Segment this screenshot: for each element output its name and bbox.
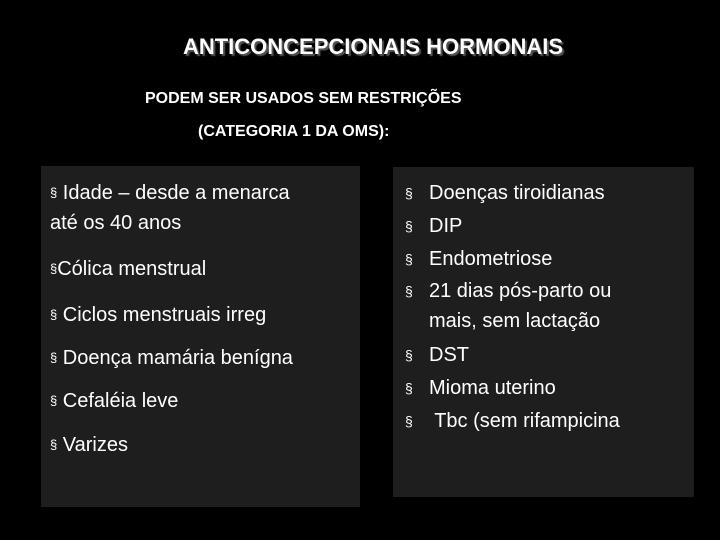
bullet-icon: § bbox=[50, 350, 58, 365]
list-item-idade bbox=[50, 178, 290, 238]
right-panel bbox=[393, 167, 694, 497]
list-item-dst bbox=[393, 339, 620, 372]
list-item-doenca-mamaria bbox=[50, 343, 293, 373]
list-item-pos-parto bbox=[393, 276, 620, 339]
bullet-icon: § bbox=[405, 380, 413, 396]
bullet-icon: § bbox=[405, 413, 413, 429]
bullet-icon: § bbox=[50, 393, 58, 408]
list-item-text-continuation: até os 40 anos bbox=[50, 212, 182, 234]
bullet-icon: § bbox=[405, 185, 413, 201]
list-item-text: Cefaléia leve bbox=[62, 390, 179, 412]
bullet-icon: § bbox=[405, 283, 413, 299]
bullet-icon: § bbox=[405, 251, 413, 267]
list-item-text: Mioma uterino bbox=[429, 377, 556, 399]
list-item-text: Ciclos menstruais irreg bbox=[62, 304, 267, 326]
list-item-tbc bbox=[393, 405, 620, 438]
slide-title: ANTICONCEPCIONAIS HORMONAIS bbox=[182, 34, 564, 59]
bullet-icon: § bbox=[50, 261, 58, 276]
right-list bbox=[393, 177, 620, 438]
list-item-text: Tbc (sem rifampicina bbox=[429, 410, 620, 432]
list-item-text-continuation: mais, sem lactação bbox=[429, 310, 601, 332]
bullet-icon: § bbox=[50, 437, 58, 452]
subtitle-line-2: (CATEGORIA 1 DA OMS): bbox=[198, 123, 390, 140]
bullet-icon: § bbox=[405, 218, 413, 234]
left-panel bbox=[41, 166, 360, 507]
bullet-icon: § bbox=[50, 307, 58, 322]
list-item-text: Varizes bbox=[62, 434, 129, 456]
list-item-varizes bbox=[50, 430, 128, 460]
list-item-text: DIP bbox=[429, 215, 463, 237]
list-item-endometriose bbox=[393, 243, 620, 276]
list-item-text: DST bbox=[429, 344, 469, 366]
list-item-text: Endometriose bbox=[429, 248, 553, 270]
list-item-text: Doença mamária benígna bbox=[62, 347, 293, 369]
list-item-dip bbox=[393, 210, 620, 243]
list-item-cefaleia bbox=[50, 386, 178, 416]
list-item-mioma bbox=[393, 372, 620, 405]
list-item-ciclos bbox=[50, 300, 266, 330]
bullet-icon: § bbox=[405, 347, 413, 363]
list-item-text: 21 dias pós-parto ou bbox=[429, 280, 612, 302]
list-item-text: Cólica menstrual bbox=[57, 258, 207, 280]
list-item-colica bbox=[50, 254, 206, 284]
list-item-text: Doenças tiroidianas bbox=[429, 182, 605, 204]
list-item-doencas-tiroidianas bbox=[393, 177, 620, 210]
subtitle-line-1: PODEM SER USADOS SEM RESTRIÇÕES bbox=[145, 90, 462, 107]
list-item-text: Idade – desde a menarca bbox=[62, 182, 290, 204]
bullet-icon: § bbox=[50, 185, 58, 200]
